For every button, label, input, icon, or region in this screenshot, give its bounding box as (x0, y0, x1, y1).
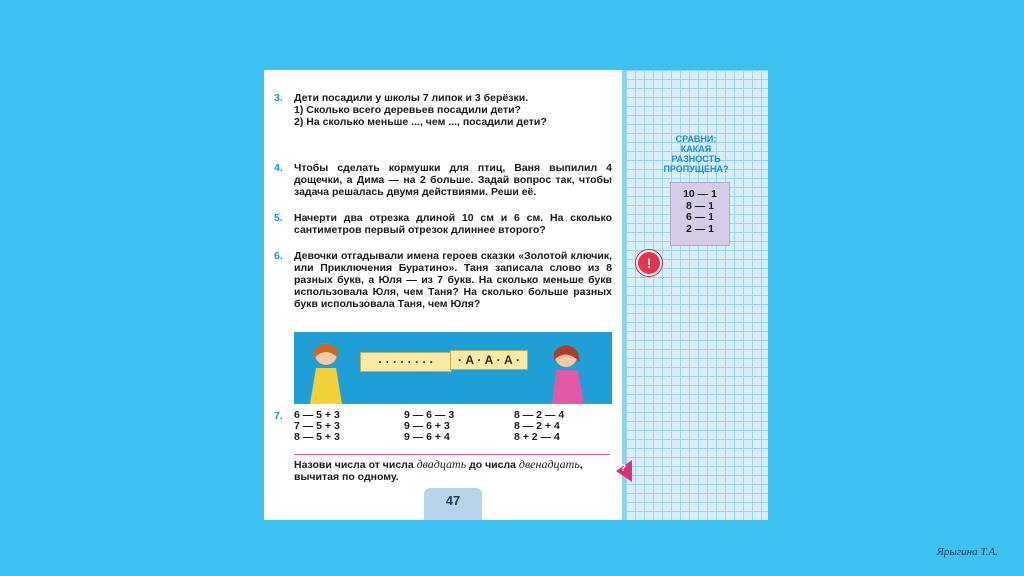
difference-item: 10 — 1 (683, 188, 717, 200)
card-right-text: · А · А · А · (458, 353, 520, 367)
exercise-6 (274, 250, 612, 310)
exercise-4 (274, 162, 612, 198)
compare-heading (644, 134, 748, 174)
expression-column-3 (514, 410, 564, 443)
text-column (264, 70, 622, 520)
counting-task (294, 458, 612, 483)
author-signature: Ярыгина Т.А. (936, 546, 998, 558)
card-left-text: · · · · · · · · (378, 355, 434, 369)
compare-heading-line: КАКАЯ (680, 144, 712, 154)
expression: 8 — 2 — 4 (514, 409, 565, 421)
divider-line (294, 454, 610, 455)
expression: 8 — 2 + 4 (514, 420, 560, 432)
expression: 9 — 6 + 4 (404, 431, 450, 443)
exercise-number: 4. (274, 162, 283, 174)
exercise-5 (274, 212, 612, 236)
exercise-text: Дети посадили у школы 7 липок и 3 берёзки. (294, 92, 529, 104)
textbook-page (264, 70, 768, 520)
question-marker-icon (616, 460, 632, 482)
expression: 8 — 5 + 3 (294, 431, 340, 443)
expression-column-1 (294, 410, 340, 443)
difference-item: 2 — 1 (685, 222, 714, 235)
exercise-number: 7. (274, 410, 283, 422)
expression: 7 — 5 + 3 (294, 420, 340, 432)
task-text: до числа (466, 459, 519, 471)
illustration-girls-with-cards (294, 332, 612, 404)
compare-heading-line: СРАВНИ: (675, 134, 717, 144)
task-text: Назови числа от числа (294, 459, 417, 471)
exercise-text: 1) Сколько всего деревьев посадили дети? (294, 104, 521, 116)
exercise-text: Чтобы сделать кормушки для птиц, Ваня выпилил 4 дощечки, а Дима — на 2 больше. Задай вопрос так, чтобы задача решалась двумя действиями. Реши её. (294, 162, 612, 198)
expression: 9 — 6 — 3 (404, 409, 455, 421)
exercise-3 (274, 92, 612, 128)
exercise-text: 2) На сколько меньше ..., чем ..., посадили дети? (294, 116, 547, 128)
expression: 9 — 6 + 3 (404, 420, 450, 432)
exclamation-icon: ! (636, 250, 662, 276)
page-number: 47 (445, 493, 461, 508)
expression: 6 — 5 + 3 (294, 409, 340, 421)
task-word-twelve: двенадцать (518, 457, 580, 471)
expression-column-2 (404, 410, 454, 443)
exercise-number: 5. (274, 212, 283, 224)
exercise-text: Начерти два отрезка длиной 10 см и 6 см. На сколько сантиметров первый отрезок длиннее второго? (294, 212, 612, 236)
differences-box (670, 182, 730, 246)
expression: 8 + 2 — 4 (514, 431, 560, 443)
card-left (360, 352, 452, 372)
exercise-text: Девочки отгадывали имена героев сказки «Золотой ключик, или Приключения Буратино». Таня записала слово из 8 разных букв, а Юля — из 7 букв. На сколько меньше букв использовала Юля, чем Таня? На сколько больше разных букв использовала Таня, чем Юля? (294, 250, 612, 310)
page-number-tab (424, 488, 482, 520)
exercise-number: 6. (274, 250, 283, 262)
question-mark-glyph: ? (620, 463, 627, 474)
exercise-number: 3. (274, 92, 283, 104)
task-word-twenty: двадцать (416, 457, 467, 471)
difference-item: 8 — 1 (685, 199, 714, 212)
compare-heading-line: РАЗНОСТЬ (671, 154, 721, 164)
card-right (450, 350, 528, 370)
compare-heading-line: ПРОПУЩЕНА? (663, 164, 729, 174)
difference-item: 6 — 1 (685, 211, 714, 223)
task-text: , вычитая по одному. (294, 459, 583, 483)
